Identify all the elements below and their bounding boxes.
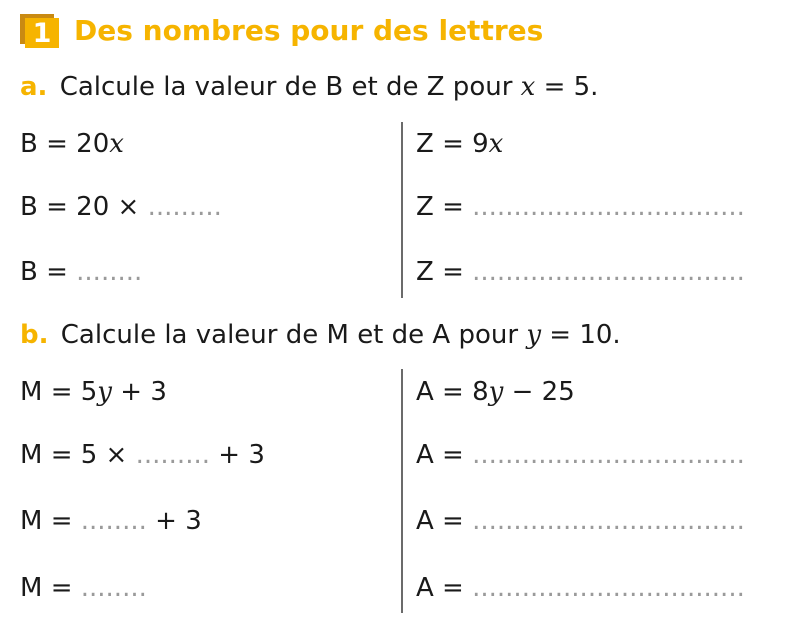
m-line-3-expr: M =: [20, 506, 73, 536]
m-line-1-expr: M = 5: [20, 377, 98, 407]
part-a-letter: a.: [20, 72, 48, 102]
a-line-2-expr: A =: [416, 440, 464, 470]
part-a-prompt: [20, 70, 598, 104]
m-line-4: [20, 571, 147, 605]
part-a-text: Calcule la valeur de B et de Z pour: [59, 72, 513, 102]
z-line-2-expr: Z =: [416, 192, 464, 222]
z-line-3-blank[interactable]: .................................: [472, 257, 745, 287]
m-line-1: [20, 375, 167, 409]
b-line-3-blank[interactable]: ........: [76, 257, 143, 287]
b-line-3-expr: B =: [20, 257, 68, 287]
a-line-1: [416, 375, 575, 409]
m-line-4-blank[interactable]: ........: [80, 573, 147, 603]
part-b-column-divider: [401, 369, 403, 613]
a-line-1-var: y: [488, 377, 504, 407]
part-b-text: Calcule la valeur de M et de A pour: [60, 320, 519, 350]
a-line-3-expr: A =: [416, 506, 464, 536]
m-line-2-blank[interactable]: .........: [135, 440, 210, 470]
a-line-3: [416, 504, 745, 538]
m-line-4-expr: M =: [20, 573, 73, 603]
part-a-column-divider: [401, 122, 403, 298]
exercise-number-badge: [20, 14, 60, 48]
m-line-3: [20, 504, 202, 538]
m-line-3-suffix: + 3: [155, 506, 202, 536]
m-line-2-expr: M = 5 ×: [20, 440, 128, 470]
m-line-3-blank[interactable]: ........: [80, 506, 147, 536]
z-line-2-blank[interactable]: .................................: [472, 192, 745, 222]
b-line-2-expr: B = 20 ×: [20, 192, 140, 222]
b-line-2: [20, 190, 222, 224]
a-line-4-expr: A =: [416, 573, 464, 603]
part-b-tail: = 10.: [549, 320, 621, 350]
z-line-1-expr: Z = 9: [416, 129, 489, 159]
b-line-2-blank[interactable]: .........: [147, 192, 222, 222]
z-line-3: [416, 255, 745, 289]
a-line-2: [416, 438, 745, 472]
a-line-2-blank[interactable]: .................................: [472, 440, 745, 470]
m-line-1-suffix: + 3: [120, 377, 167, 407]
b-line-1-expr: B = 20: [20, 129, 110, 159]
part-a-tail: = 5.: [543, 72, 599, 102]
b-line-1: [20, 127, 124, 161]
exercise-title: Des nombres pour des lettres: [74, 14, 544, 47]
z-line-1: [416, 127, 503, 161]
z-line-1-var: x: [488, 129, 504, 159]
m-line-1-var: y: [97, 377, 112, 407]
a-line-1-suffix: − 25: [511, 377, 575, 407]
z-line-3-expr: Z =: [416, 257, 464, 287]
a-line-4-blank[interactable]: .................................: [472, 573, 745, 603]
part-b-prompt: [20, 318, 621, 352]
part-b-letter: b.: [20, 320, 49, 350]
part-a-variable: x: [520, 72, 536, 102]
m-line-2-suffix: + 3: [218, 440, 265, 470]
z-line-2: [416, 190, 745, 224]
a-line-1-expr: A = 8: [416, 377, 489, 407]
b-line-3: [20, 255, 142, 289]
b-line-1-var: x: [109, 129, 124, 159]
part-b-variable: y: [526, 320, 542, 350]
exercise-number: 1: [25, 18, 59, 48]
a-line-4: [416, 571, 745, 605]
a-line-3-blank[interactable]: .................................: [472, 506, 745, 536]
m-line-2: [20, 438, 265, 472]
